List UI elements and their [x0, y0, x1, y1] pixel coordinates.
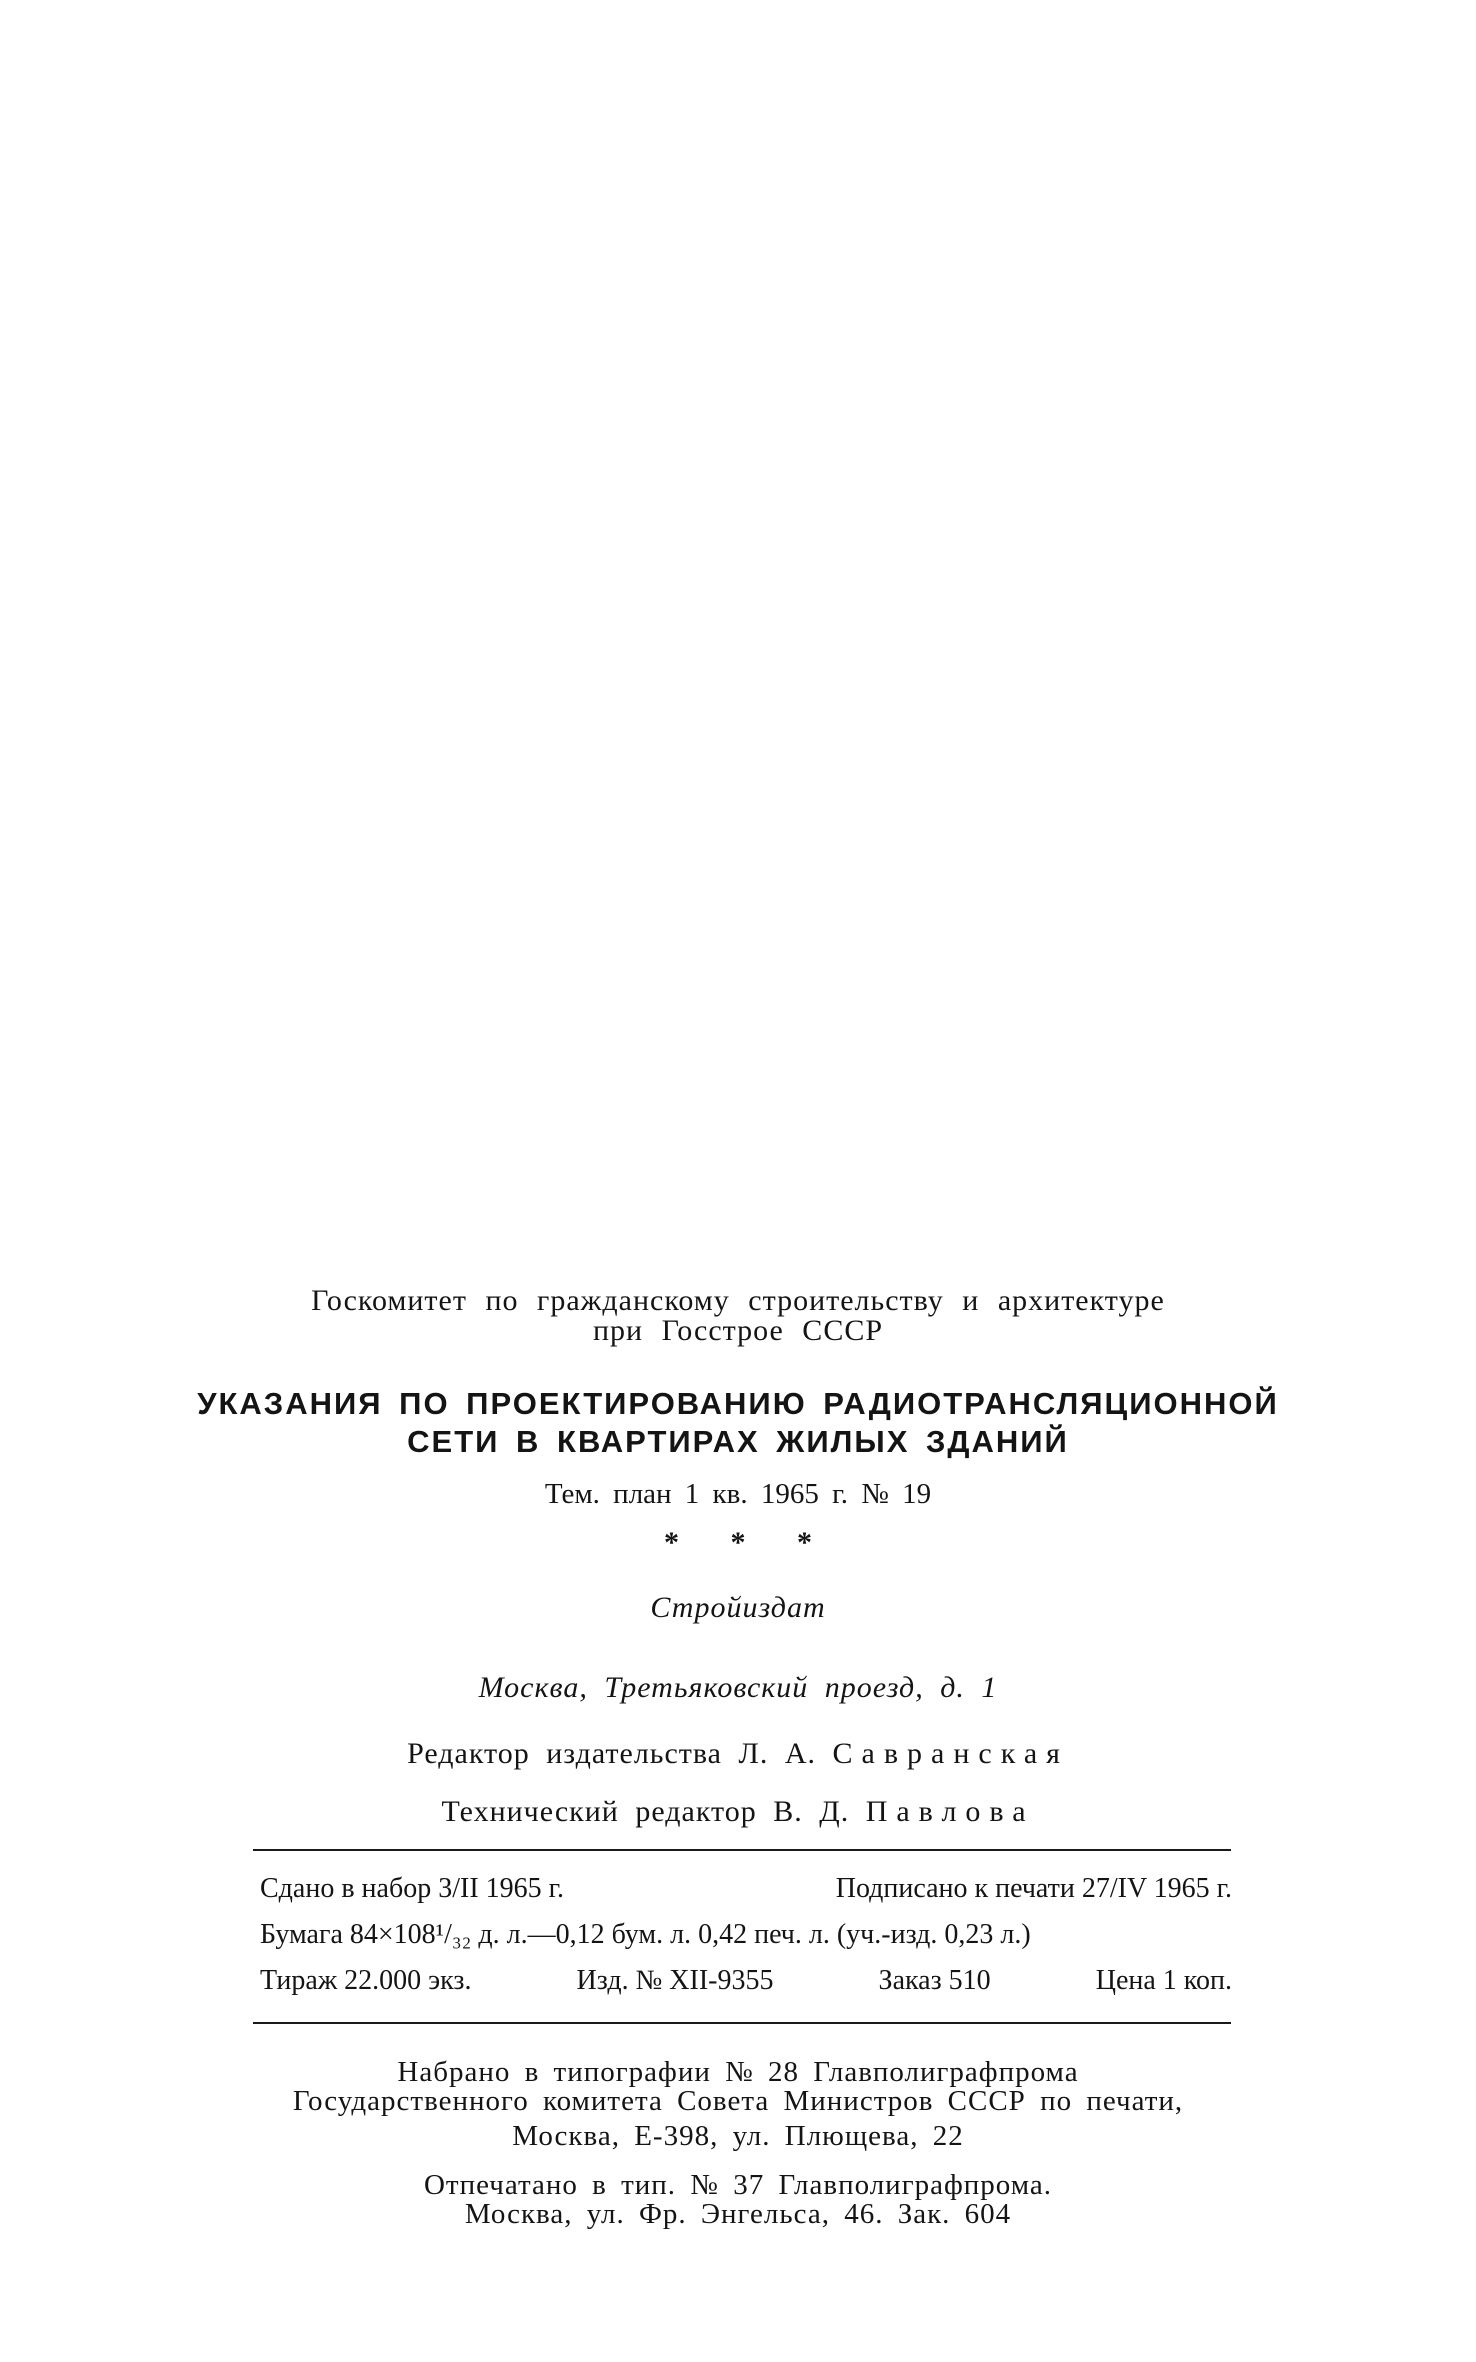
title-line-1: УКАЗАНИЯ ПО ПРОЕКТИРОВАНИЮ РАДИОТРАНСЛЯЦИОННОЙ — [197, 1386, 1279, 1421]
document-title — [0, 1388, 1476, 1457]
editor-credit — [0, 1739, 1476, 1769]
publisher-address: Москва, Третьяковский проезд, д. 1 — [478, 1671, 998, 1704]
printer-line-1: Набрано в типографии № 28 Главполиграфпрома — [397, 2056, 1079, 2088]
committee-heading — [0, 1286, 1476, 1346]
publisher-name: Стройиздат — [650, 1591, 826, 1624]
printer-line-2: Государственного комитета Совета Министров СССР по печати, — [292, 2085, 1184, 2117]
title-line-2: СЕТИ В КВАРТИРАХ ЖИЛЫХ ЗДАНИЙ — [407, 1424, 1069, 1459]
committee-line-2: при Госстрое СССР — [592, 1314, 884, 1347]
printer-line-3: Москва, Е-398, ул. Плющева, 22 — [512, 2120, 964, 2152]
technical-editor-credit — [0, 1797, 1476, 1827]
divider-top — [253, 1849, 1231, 1851]
technical-editor-name: Павлова — [865, 1795, 1035, 1828]
editor-label: Редактор издательства Л. А. — [407, 1737, 817, 1770]
order-number: Заказ 510 — [878, 1965, 991, 1996]
circulation: Тираж 22.000 экз. — [260, 1965, 472, 1996]
technical-editor-label: Технический редактор В. Д. — [441, 1795, 850, 1828]
imprint-row-dates — [260, 1875, 1232, 1903]
imprint-row-circulation — [260, 1967, 1232, 1995]
asterisk-separator: * * * — [664, 1526, 834, 1559]
imprint-row-paper — [260, 1921, 1232, 1949]
divider-bottom — [253, 2022, 1231, 2024]
printer-line-5: Москва, ул. Фр. Энгельса, 46. Зак. 604 — [464, 2198, 1012, 2230]
printer-info — [0, 2058, 1476, 2229]
price: Цена 1 коп. — [1095, 1965, 1232, 1996]
edition-number: Изд. № XII-9355 — [576, 1965, 774, 1996]
committee-line-1: Госкомитет по гражданскому строительству и архитектуре — [311, 1284, 1165, 1317]
printer-line-4: Отпечатано в тип. № 37 Главполиграфпрома. — [423, 2169, 1053, 2201]
editor-name: Савранская — [832, 1737, 1069, 1770]
signed-date: Подписано к печати 27/IV 1965 г. — [835, 1873, 1232, 1904]
thematic-plan: Тем. план 1 кв. 1965 г. № 19 — [544, 1478, 932, 1510]
submitted-date: Сдано в набор 3/II 1965 г. — [260, 1873, 564, 1904]
paper-specs: Бумага 84×108¹/₃₂ д. л.—0,12 бум. л. 0,42 печ. л. (уч.-изд. 0,23 л.) — [260, 1919, 1031, 1950]
